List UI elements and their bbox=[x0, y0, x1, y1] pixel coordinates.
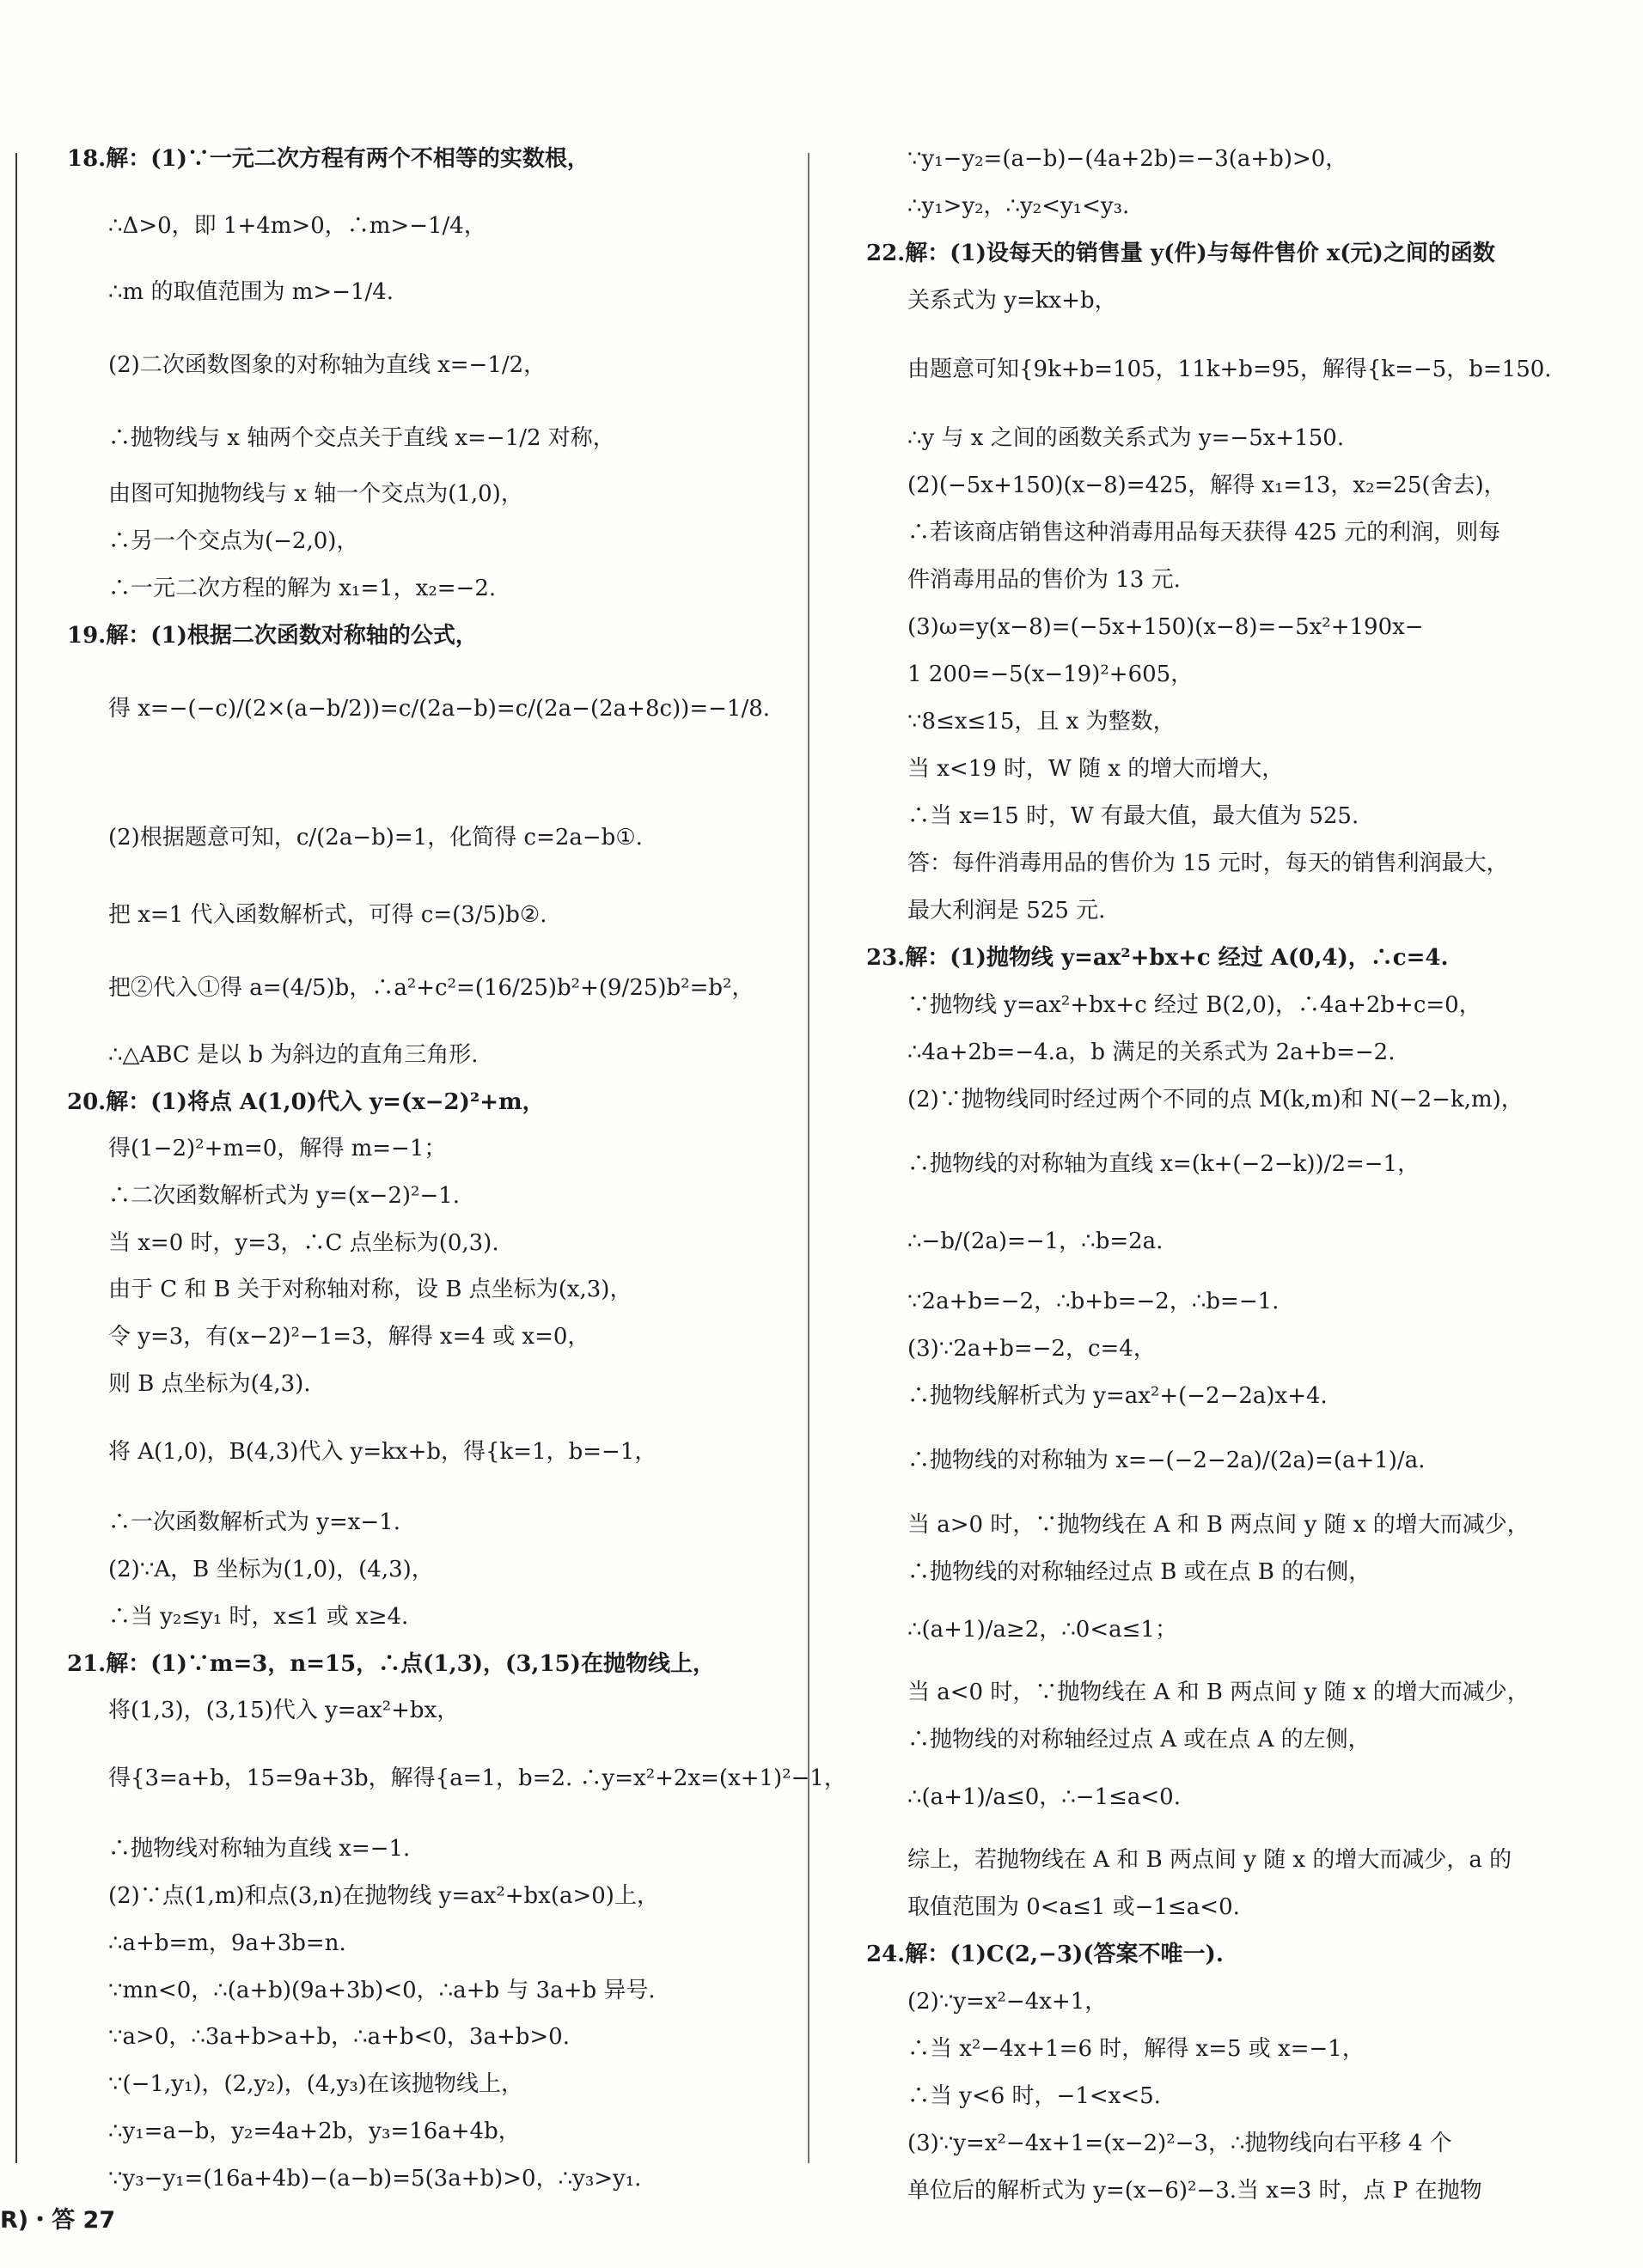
text-line: 答：每件消毒用品的售价为 15 元时，每天的销售利润最大， bbox=[907, 850, 1509, 876]
text-line: ∴抛物线的对称轴为 x=−(−2−2a)/(2a)=(a+1)/a. bbox=[907, 1448, 1426, 1473]
text-line: (2)二次函数图象的对称轴为直线 x=−1/2， bbox=[108, 352, 547, 378]
text-line: ∴一次函数解析式为 y=x−1. bbox=[108, 1509, 400, 1535]
text-line: (2)(−5x+150)(x−8)=425，解得 x₁=13，x₂=25(舍去)， bbox=[907, 472, 1506, 498]
text-line: 综上，若抛物线在 A 和 B 两点间 y 随 x 的增大而减少，a 的 bbox=[907, 1847, 1512, 1873]
text-line: 19.解：(1)根据二次函数对称轴的公式， bbox=[67, 623, 478, 649]
text-line: ∴当 x²−4x+1=6 时，解得 x=5 或 x=−1， bbox=[907, 2036, 1365, 2062]
text-line: 得(1−2)²+m=0，解得 m=−1； bbox=[108, 1136, 447, 1161]
text-line: (2)根据题意可知，c/(2a−b)=1，化简得 c=2a−b①. bbox=[108, 825, 643, 850]
text-line: ∵y₃−y₁=(16a+4b)−(a−b)=5(3a+b)>0，∴y₃>y₁. bbox=[108, 2166, 642, 2192]
text-line: ∴y₁>y₂，∴y₂<y₁<y₃. bbox=[907, 193, 1130, 219]
text-line: ∴抛物线的对称轴经过点 A 或在点 A 的左侧， bbox=[907, 1727, 1371, 1753]
text-line: ∴m 的取值范围为 m>−1/4. bbox=[108, 279, 394, 305]
text-line: 得{3=a+b，15=9a+3b，解得{a=1，b=2. ∴y=x²+2x=(x+1)²−1， bbox=[108, 1765, 846, 1791]
text-line: ∴一元二次方程的解为 x₁=1，x₂=−2. bbox=[108, 576, 497, 601]
text-line: (2)∵抛物线同时经过两个不同的点 M(k,m)和 N(−2−k,m)， bbox=[907, 1087, 1524, 1113]
text-line: 得 x=−(−c)/(2×(a−b/2))=c/(2a−b)=c/(2a−(2a+8c))=−1/8. bbox=[108, 696, 771, 722]
text-line: ∴若该商店销售这种消毒用品每天获得 425 元的利润，则每 bbox=[907, 520, 1501, 546]
text-line: 21.解：(1)∵m=3，n=15，∴点(1,3)，(3,15)在抛物线上， bbox=[67, 1651, 715, 1677]
text-line: ∴a+b=m，9a+3b=n. bbox=[108, 1930, 346, 1956]
text-line: ∵(−1,y₁)，(2,y₂)，(4,y₃)在该抛物线上， bbox=[108, 2071, 523, 2097]
text-line: ∵2a+b=−2，∴b+b=−2，∴b=−1. bbox=[907, 1289, 1280, 1314]
text-line: (2)∵点(1,m)和点(3,n)在抛物线 y=ax²+bx(a>0)上， bbox=[108, 1883, 659, 1909]
text-line: ∴抛物线的对称轴为直线 x=(k+(−2−k))/2=−1， bbox=[907, 1151, 1420, 1177]
page-footer: R)・答 27 bbox=[0, 2207, 116, 2234]
text-line: 将(1,3)，(3,15)代入 y=ax²+bx， bbox=[108, 1698, 460, 1723]
text-line: ∴△ABC 是以 b 为斜边的直角三角形. bbox=[108, 1042, 479, 1068]
text-line: ∴抛物线与 x 轴两个交点关于直线 x=−1/2 对称， bbox=[108, 425, 615, 451]
text-line: 当 x<19 时，W 随 x 的增大而增大， bbox=[907, 756, 1285, 782]
text-line: ∴另一个交点为(−2,0)， bbox=[108, 528, 359, 554]
text-line: ∴4a+2b=−4.a，b 满足的关系式为 2a+b=−2. bbox=[907, 1040, 1396, 1065]
text-line: 取值范围为 0<a≤1 或−1≤a<0. bbox=[907, 1894, 1240, 1920]
text-line: 把②代入①得 a=(4/5)b，∴a²+c²=(16/25)b²+(9/25)b²=b²， bbox=[108, 975, 754, 1001]
text-line: 最大利润是 525 元. bbox=[907, 898, 1106, 924]
text-line: 由图可知抛物线与 x 轴一个交点为(1,0)， bbox=[108, 481, 523, 507]
text-line: ∴抛物线的对称轴经过点 B 或在点 B 的右侧， bbox=[907, 1559, 1371, 1585]
text-line: ∴y₁=a−b，y₂=4a+2b，y₃=16a+4b， bbox=[108, 2119, 521, 2144]
text-line: 由题意可知{9k+b=105，11k+b=95，解得{k=−5，b=150. bbox=[907, 357, 1552, 382]
text-line: ∴当 y₂≤y₁ 时，x≤1 或 x≥4. bbox=[108, 1604, 409, 1630]
text-line: 则 B 点坐标为(4,3). bbox=[108, 1371, 311, 1397]
text-line: (3)ω=y(x−8)=(−5x+150)(x−8)=−5x²+190x− bbox=[907, 614, 1424, 640]
text-line: ∴−b/(2a)=−1，∴b=2a. bbox=[907, 1228, 1164, 1254]
text-line: (2)∵y=x²−4x+1， bbox=[907, 1989, 1108, 2015]
text-line: 20.解：(1)将点 A(1,0)代入 y=(x−2)²+m， bbox=[67, 1089, 545, 1115]
text-line: 23.解：(1)抛物线 y=ax²+bx+c 经过 A(0,4)，∴c=4. bbox=[866, 945, 1449, 971]
text-line: 单位后的解析式为 y=(x−6)²−3.当 x=3 时，点 P 在抛物 bbox=[907, 2178, 1482, 2204]
text-line: (3)∵2a+b=−2，c=4， bbox=[907, 1336, 1156, 1362]
text-line: (2)∵A，B 坐标为(1,0)，(4,3)， bbox=[108, 1557, 434, 1582]
text-line: ∴当 x=15 时，W 有最大值，最大值为 525. bbox=[907, 803, 1359, 829]
text-line: ∵y₁−y₂=(a−b)−(4a+2b)=−3(a+b)>0， bbox=[907, 146, 1348, 172]
text-line: 当 x=0 时，y=3，∴C 点坐标为(0,3). bbox=[108, 1230, 499, 1256]
left-edge-line bbox=[15, 153, 17, 2163]
text-line: 由于 C 和 B 关于对称轴对称，设 B 点坐标为(x,3)， bbox=[108, 1277, 632, 1302]
text-line: ∵a>0，∴3a+b>a+b，∴a+b<0，3a+b>0. bbox=[108, 2024, 570, 2050]
text-line: 22.解：(1)设每天的销售量 y(件)与每件售价 x(元)之间的函数 bbox=[866, 241, 1495, 266]
text-line: 18.解：(1)∵一元二次方程有两个不相等的实数根， bbox=[67, 146, 589, 172]
text-line: 把 x=1 代入函数解析式，可得 c=(3/5)b②. bbox=[108, 902, 547, 928]
text-line: ∴当 y<6 时，−1<x<5. bbox=[907, 2083, 1161, 2109]
text-line: (3)∵y=x²−4x+1=(x−2)²−3，∴抛物线向右平移 4 个 bbox=[907, 2131, 1452, 2156]
text-line: ∴抛物线对称轴为直线 x=−1. bbox=[108, 1836, 411, 1862]
text-line: 令 y=3，有(x−2)²−1=3，解得 x=4 或 x=0， bbox=[108, 1324, 590, 1350]
text-line: 当 a>0 时，∵抛物线在 A 和 B 两点间 y 随 x 的增大而减少， bbox=[907, 1512, 1530, 1538]
text-line: ∵mn<0，∴(a+b)(9a+3b)<0，∴a+b 与 3a+b 异号. bbox=[108, 1978, 656, 2003]
text-line: ∵8≤x≤15，且 x 为整数， bbox=[907, 709, 1176, 735]
text-line: 件消毒用品的售价为 13 元. bbox=[907, 567, 1181, 593]
column-divider bbox=[808, 153, 809, 2163]
text-line: 24.解：(1)C(2,−3)(答案不唯一). bbox=[866, 1942, 1224, 1967]
text-line: 1 200=−5(x−19)²+605， bbox=[907, 662, 1194, 687]
text-line: ∵抛物线 y=ax²+bx+c 经过 B(2,0)，∴4a+2b+c=0， bbox=[907, 992, 1481, 1018]
text-line: ∴抛物线解析式为 y=ax²+(−2−2a)x+4. bbox=[907, 1383, 1328, 1409]
text-line: 当 a<0 时，∵抛物线在 A 和 B 两点间 y 随 x 的增大而减少， bbox=[907, 1680, 1530, 1705]
text-line: ∴y 与 x 之间的函数关系式为 y=−5x+150. bbox=[907, 425, 1345, 451]
text-line: 将 A(1,0)，B(4,3)代入 y=kx+b，得{k=1，b=−1， bbox=[108, 1439, 657, 1465]
text-line: ∴二次函数解析式为 y=(x−2)²−1. bbox=[108, 1183, 461, 1209]
text-line: 关系式为 y=kx+b， bbox=[907, 288, 1117, 314]
text-line: ∴(a+1)/a≤0，∴−1≤a<0. bbox=[907, 1784, 1181, 1810]
text-line: ∴(a+1)/a≥2，∴0<a≤1； bbox=[907, 1617, 1177, 1643]
text-line: ∴Δ>0，即 1+4m>0，∴m>−1/4， bbox=[108, 213, 486, 239]
